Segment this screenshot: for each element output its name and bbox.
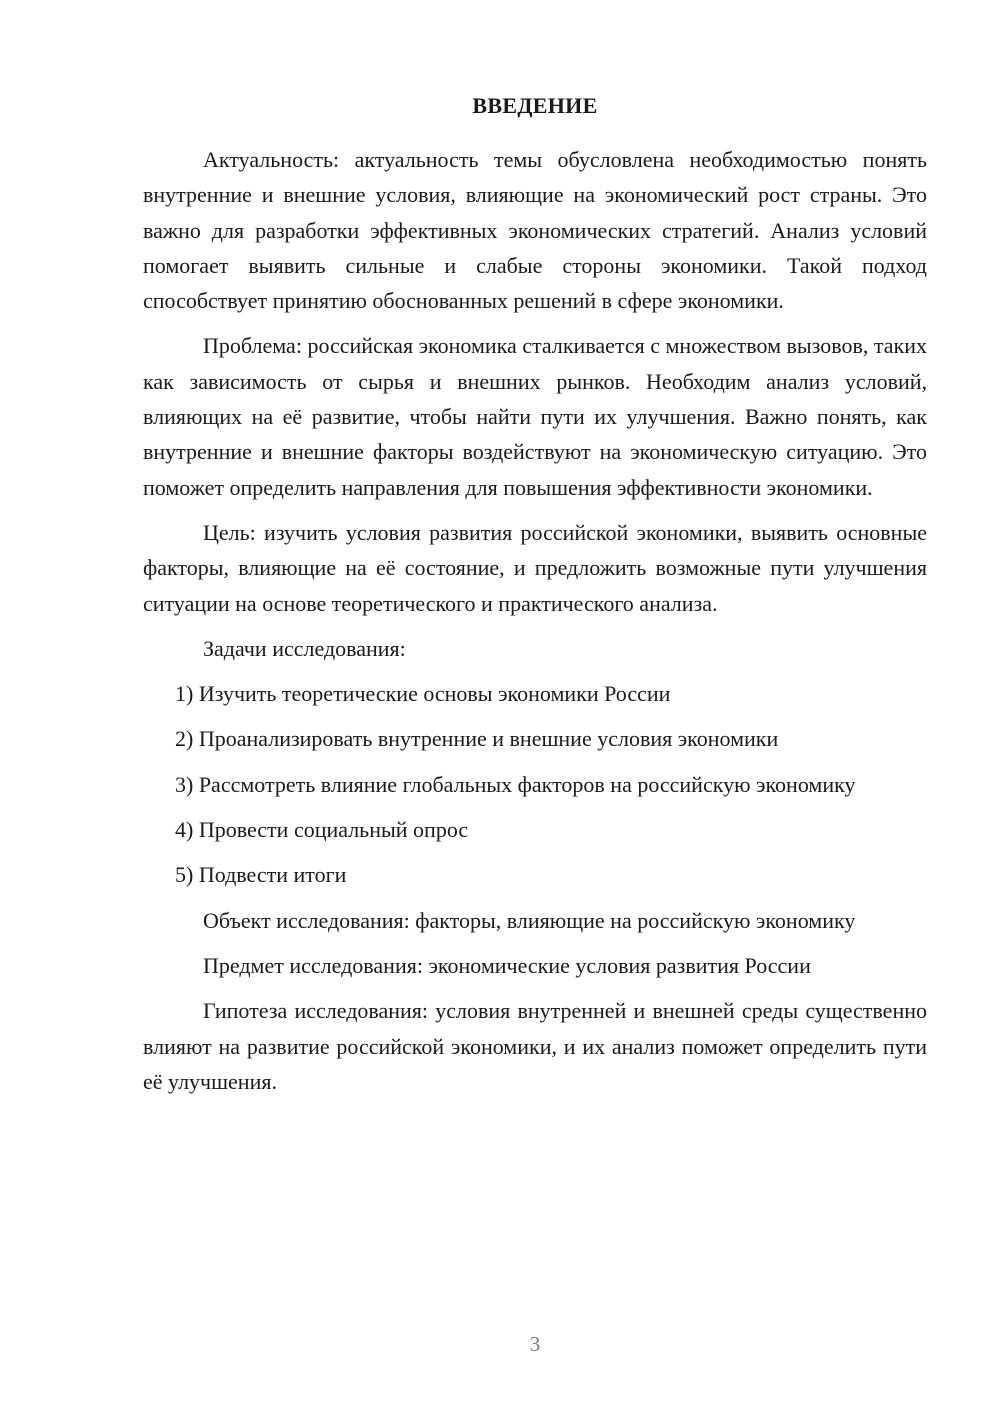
task-item-3: 3) Рассмотреть влияние глобальных факторов на российскую экономику [175, 771, 856, 797]
document-body [143, 142, 927, 1109]
page-heading: ВВЕДЕНИЕ [472, 93, 598, 118]
task-item-4: 4) Провести социальный опрос [175, 817, 469, 843]
task-item-2: 2) Проанализировать внутренние и внешние условия экономики [175, 726, 779, 752]
paragraph-problem: Проблема: российская экономика сталкивается с множеством вызовов, таких как зависимость от сырья и внешних рынков. Необходим анализ условий, влияющих на её развитие, чтобы найти пути их улучшения. Важно понять, как внутренние и внешние факторы воздействуют на экономическую ситуацию. Это поможет определить направления для повышения эффективности экономики. [143, 333, 927, 500]
page-number: 3 [529, 1332, 541, 1356]
paragraph-tasks-heading: Задачи исследования: [203, 635, 406, 661]
paragraph-subject: Предмет исследования: экономические условия развития России [203, 952, 811, 978]
task-item-5: 5) Подвести итоги [175, 862, 347, 888]
task-item-1: 1) Изучить теоретические основы экономики России [175, 681, 671, 707]
paragraph-hypothesis: Гипотеза исследования: условия внутренней и внешней среды существенно влияют на развитие российской экономики, и их анализ поможет определить пути её улучшения. [143, 998, 927, 1094]
paragraph-relevance: Актуальность: актуальность темы обусловлена необходимостью понять внутренние и внешние условия, влияющие на экономический рост страны. Это важно для разработки эффективных экономических стратегий. Анализ условий помогает выявить сильные и слабые стороны экономики. Такой подход способствует принятию обоснованных решений в сфере экономики. [143, 147, 927, 314]
paragraph-object: Объект исследования: факторы, влияющие на российскую экономику [203, 907, 856, 933]
paragraph-goal: Цель: изучить условия развития российской экономики, выявить основные факторы, влияющие на её состояние, и предложить возможные пути улучшения ситуации на основе теоретического и практического анализа. [143, 519, 927, 616]
